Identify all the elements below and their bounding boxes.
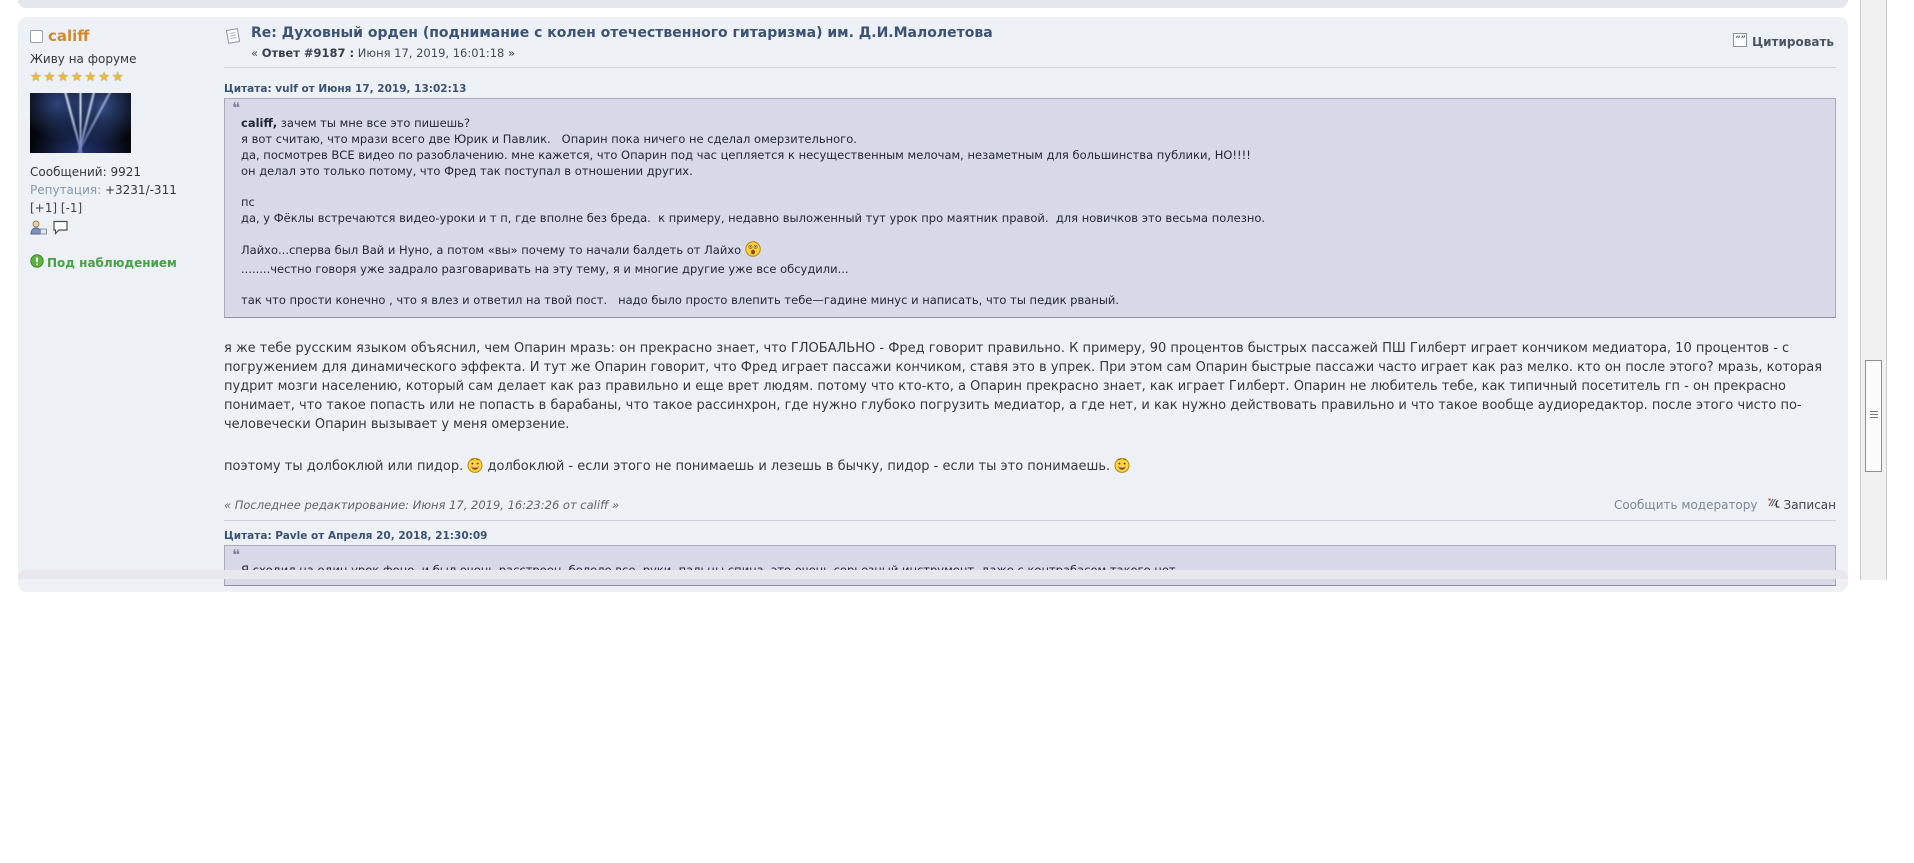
forum-post [18,17,1848,592]
quote-line: Лайхо...сперва был Вай и Нуно, а потом «вы» почему то начали балдеть от Лайхо [232,241,1825,261]
scrollbar-grip-icon [1870,411,1878,418]
quote-line: так что прости конечно , что я влез и ответил на твой пост. надо было просто влепить тебе—гадине минус и написать, что ты педик рваный. [241,293,1120,307]
quote-line: он делал это только потому, что Фред так поступал в отношении других. [241,164,693,178]
grin-smiley-icon [1114,457,1130,479]
view-profile-icon[interactable] [30,220,47,238]
logged-label: Записан [1783,497,1836,512]
header-divider [224,67,1836,68]
previous-post-edge [18,0,1848,8]
karma-minus-link[interactable]: [-1] [60,201,83,215]
quote-mark-icon: ❝ [232,99,241,117]
reply-number: Ответ #9187 : [261,46,355,60]
reply-info-line: « Ответ #9187 : Июня 17, 2019, 16:01:18 » [251,46,516,60]
author-name-link[interactable]: califf [48,27,90,45]
karma-label [30,183,210,197]
poster-info-panel [18,17,214,592]
logged-indicator [1766,496,1837,513]
post-count-label: Сообщений: 9921 [30,165,141,179]
quote-line: califf, зачем ты мне все это пишешь? [241,116,471,130]
quote-button-label: Цитировать [1752,34,1834,49]
scrollbar-handle[interactable] [1865,360,1882,472]
quote-block-pavle [224,545,1836,586]
quote-line: я вот считаю, что мрази всего две Юрик и Павлик. Опарин пока ничего не сделал омерзительного. [241,132,857,146]
quote-line: да, посмотрев ВСЕ видео по разоблачению. мне кажется, что Опарин под час цепляется к несущественным мелочам, незаметным для большинства публики, НО!!!! [241,148,1251,162]
member-group-label: Живу на форуме [30,52,137,66]
report-to-moderator-link[interactable]: Сообщить модератору [1613,497,1758,512]
personal-message-icon[interactable] [52,220,69,238]
quote-block-vulf [224,98,1836,318]
member-stars-icon: ★★★★★★★ [30,70,126,85]
karma-title: Репутация: [30,183,102,197]
quote-button[interactable] [1733,33,1834,50]
next-post-edge [18,570,1848,579]
post-body-paragraph: я же тебе русским языком объяснил, чем Опарин мразь: он прекрасно знает, что ГЛОБАЛЬНО - Фред говорит правильно. К примеру, 90 процентов быстрых пассажей ПШ Гилберт играет кончиком медиатора, 10 процентов - с погружением для динамического эффекта. И тут же Опарин говорит, что Фред играет пассажи кончиком, ставя это в упрек. При этом сам Опарин быстрые пассажи часто играет как раз мелко. кто он после этого? мразь, которая пудрит мозги населению, который сам делает как раз правильно и еще врет людям. потому что кто-кто, а Опарин прекрасно знает, как играет Гилберт. Опарин не любитель тебе, как типичный посетитель гп - он прекрасно понимает, что такое попасть или не попасть в барабаны, что такое рассинхрон, где нужно глубоко погрузить медиатор, а где нет, и как нужно действовать правильно и что такое вообще аудиоредактор. после этого чисто по-человечески Опарин вызывает у меня омерзение. [224,341,1827,432]
logged-icon [1766,496,1781,513]
quote-header-pavle[interactable]: Цитата: Pavle от Апреля 20, 2018, 21:30:09 [224,530,488,542]
topic-note-icon [224,27,242,60]
shocked-smiley-icon [745,241,761,261]
quote-header-vulf[interactable]: Цитата: vulf от Июня 17, 2019, 13:02:13 [224,83,467,95]
post-body-paragraph: поэтому ты долбоклюй или пидор. долбоклюй - если этого не понимаешь и лезешь в бычку, пидор - если ты это понимаешь. [224,457,1836,479]
karma-value: +3231/-311 [104,183,177,197]
watch-status-label: Под наблюдением [47,255,177,270]
quote-line: ........честно говоря уже задрало разговаривать на эту тему, я и многие другие уже все обсудили... [241,262,849,276]
quote-line: пс [241,195,255,209]
karma-plus-link[interactable]: [+1] [30,201,58,215]
post-content [214,17,1848,592]
watch-status-icon [30,254,44,271]
quote-mark-icon: ❝ [232,546,241,564]
signature-divider [224,520,1836,521]
avatar [30,93,131,153]
quote-line: да, у Фёклы встречаются видео-уроки и т п, где вполне без бреда. к примеру, недавно выложенный тут урок про маятник правой. для новичков это весьма полезно. [241,211,1266,225]
select-post-checkbox[interactable] [30,30,43,43]
svg-text:“”: “” [1735,35,1746,46]
post-title[interactable]: Re: Духовный орден (поднимание с колен отечественного гитаризма) им. Д.И.Малолетова [251,25,993,41]
frame-scrollbar[interactable] [1860,0,1887,580]
last-edit-note: « Последнее редактирование: Июня 17, 2019, 16:23:26 от califf » [224,497,620,512]
quote-button-icon [1733,33,1747,50]
grin-smiley-icon [467,457,483,479]
